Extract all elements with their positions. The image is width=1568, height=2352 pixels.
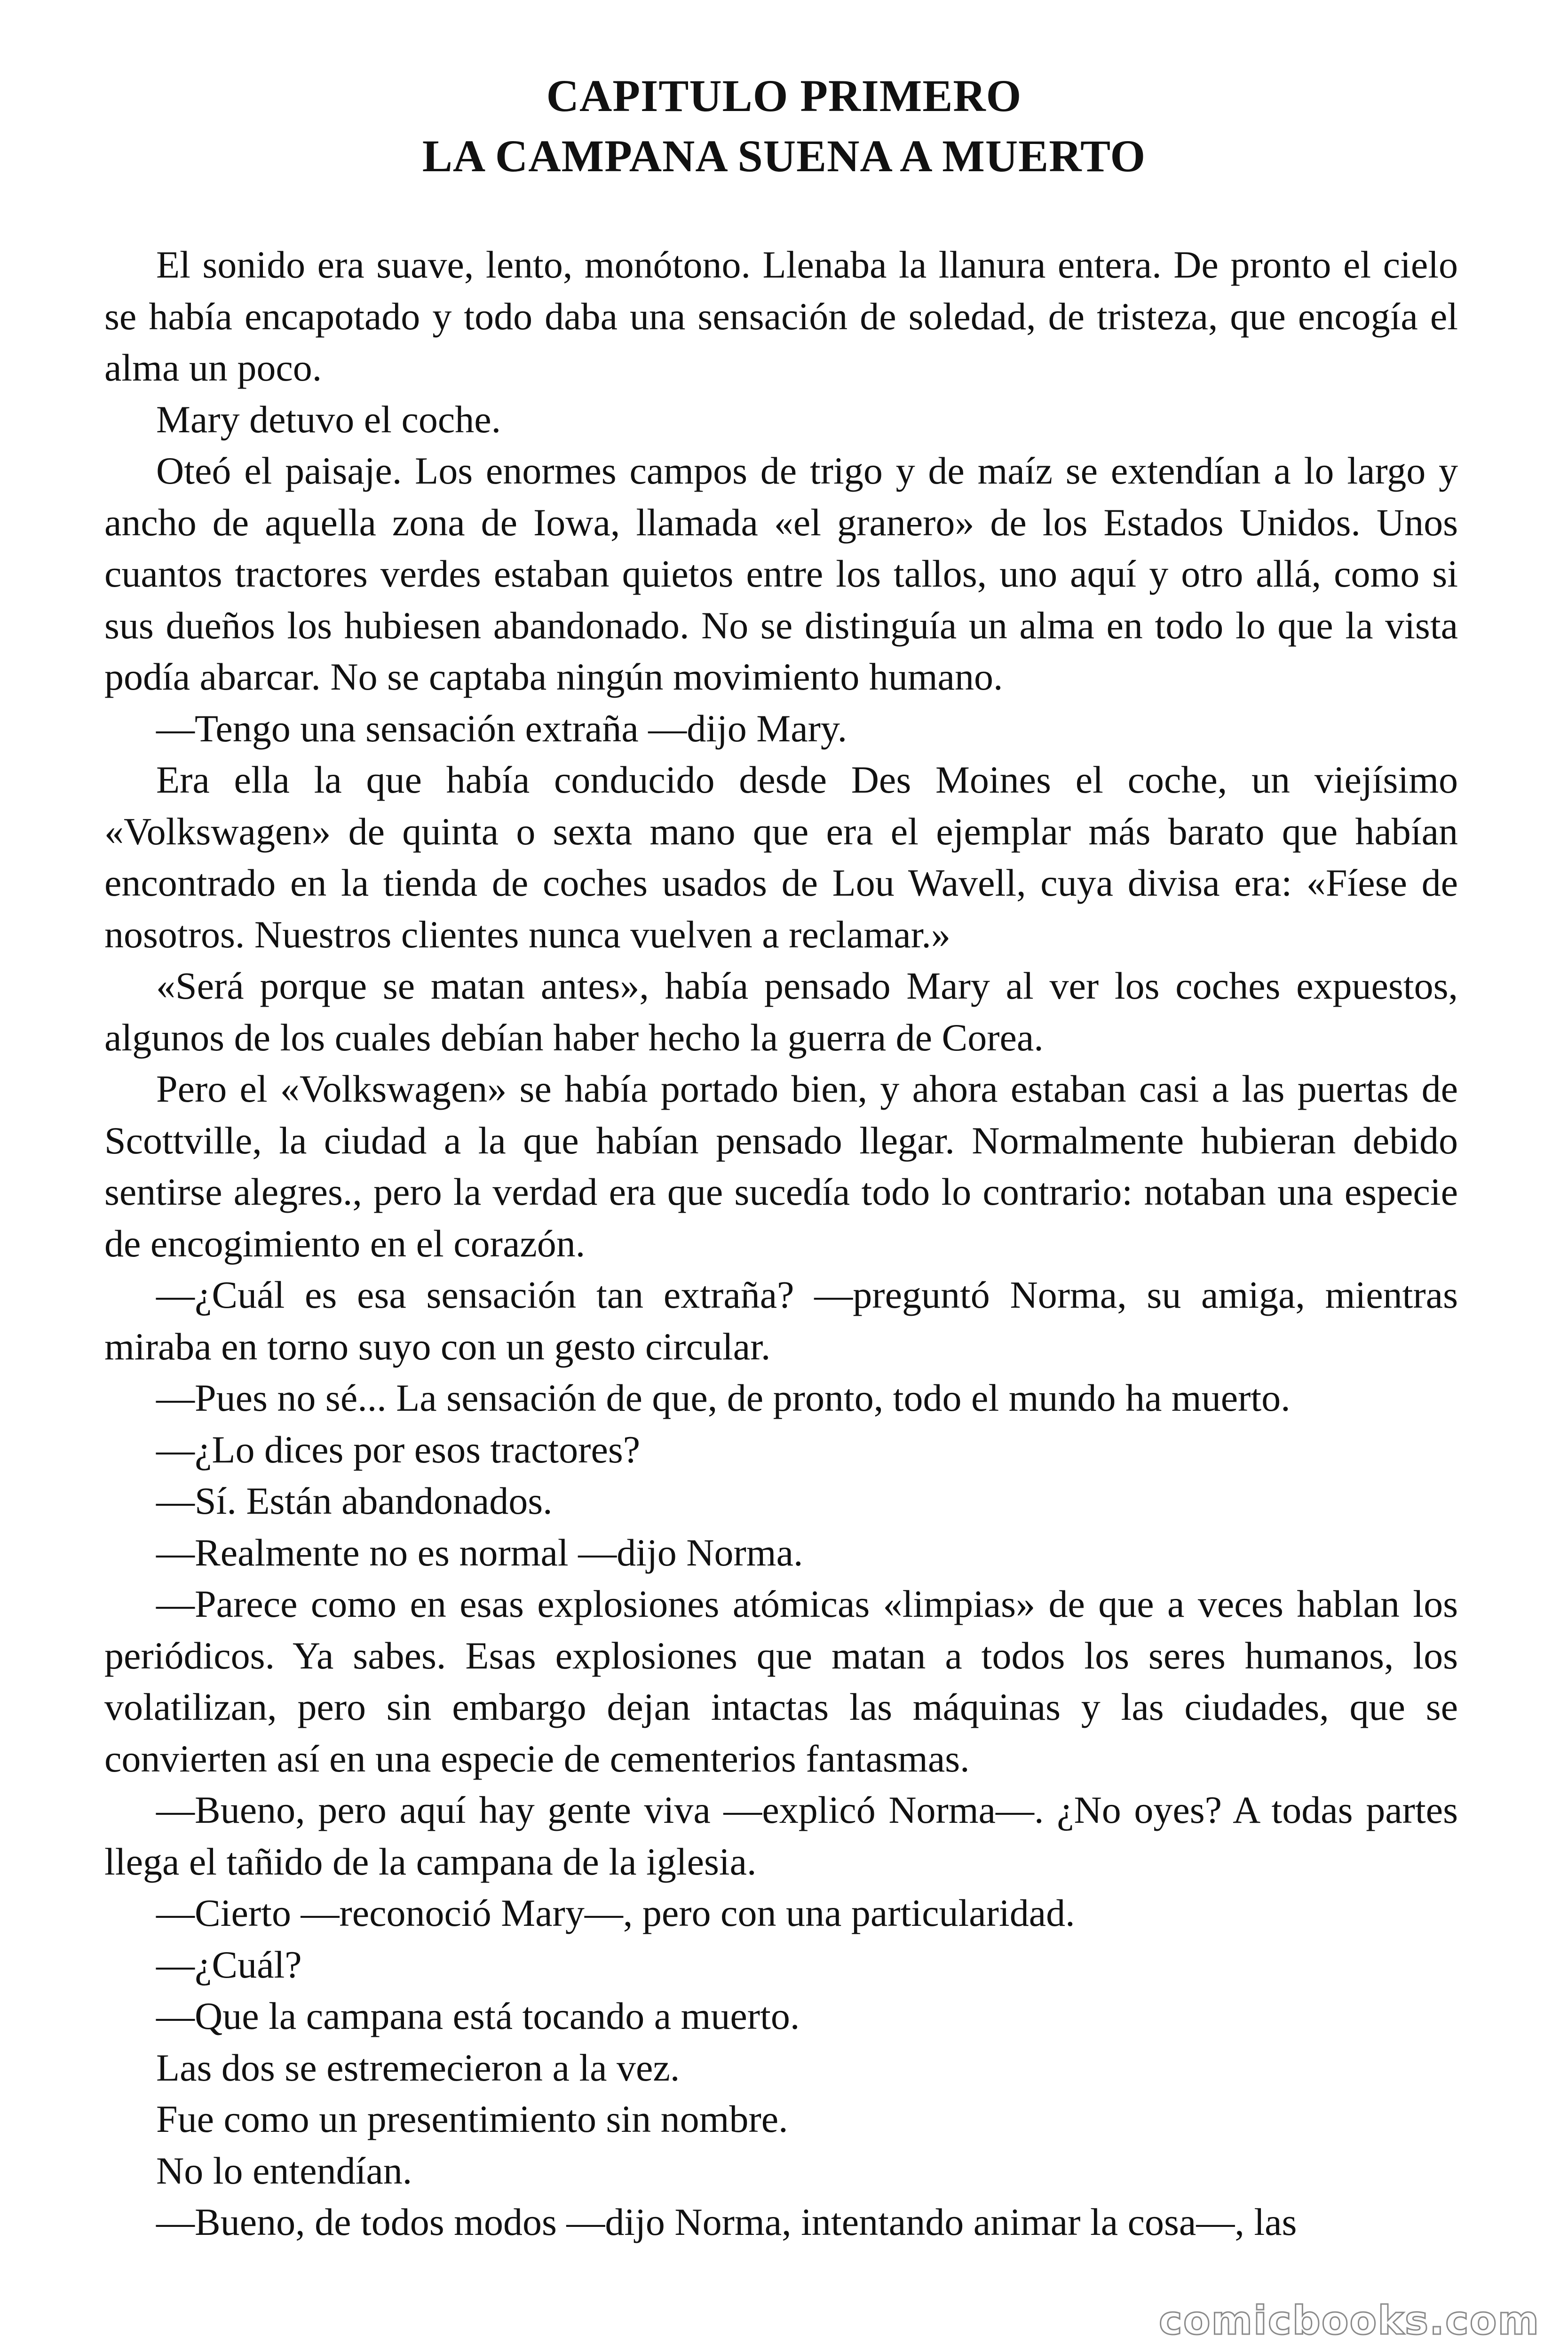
paragraph: Era ella la que había conducido desde Des Moines el coche, un viejísimo «Volkswagen» de quinta o sexta mano que era el ejemplar más barato que habían encontrado en la tienda de coches usados de Lou Wavell, cuya divisa era: «Fíese de nosotros. Nuestros clientes nunca vuelven a reclamar.» (104, 758, 1458, 956)
paragraph: —¿Lo dices por esos tractores? (156, 1428, 641, 1471)
paragraph: —Sí. Están abandonados. (156, 1479, 553, 1522)
paragraph: —Cierto —reconoció Mary—, pero con una particularidad. (156, 1891, 1075, 1934)
paragraph: El sonido era suave, lento, monótono. Llenaba la llanura entera. De pronto el cielo se había encapotado y todo daba una sensación de soledad, de tristeza, que encogía el alma un poco. (104, 243, 1458, 389)
paragraph: —Bueno, pero aquí hay gente viva —explicó Norma—. ¿No oyes? A todas partes llega el tañido de la campana de la iglesia. (104, 1788, 1458, 1883)
paragraph: Fue como un presentimiento sin nombre. (156, 2098, 788, 2140)
chapter-number: CAPITULO PRIMERO (546, 71, 1022, 121)
paragraph: Las dos se estremecieron a la vez. (156, 2046, 680, 2089)
paragraph: «Será porque se matan antes», había pensado Mary al ver los coches expuestos, algunos de los cuales debían haber hecho la guerra de Corea. (104, 964, 1458, 1059)
watermark-logo: comicbooks.com (1159, 2297, 1540, 2344)
paragraph: —Que la campana está tocando a muerto. (156, 1994, 800, 2037)
chapter-body (104, 239, 1458, 2248)
paragraph: —Parece como en esas explosiones atómicas «limpias» de que a veces hablan los periódicos. Ya sabes. Esas explosiones que matan a todos los seres humanos, los volatilizan, pero sin embargo dejan intactas las máquinas y las ciudades, que se convierten así en una especie de cementerios fantasmas. (104, 1582, 1458, 1780)
paragraph: Pero el «Volkswagen» se había portado bien, y ahora estaban casi a las puertas de Scottville, la ciudad a la que habían pensado llegar. Normalmente hubieran debido sentirse alegres., pero la verdad era que sucedía todo lo contrario: notaban una especie de encogimiento en el corazón. (104, 1067, 1458, 1265)
paragraph: —Tengo una sensación extraña —dijo Mary. (156, 707, 847, 750)
paragraph: —Pues no sé... La sensación de que, de pronto, todo el mundo ha muerto. (156, 1376, 1291, 1419)
chapter-title: LA CAMPANA SUENA A MUERTO (422, 131, 1146, 181)
paragraph: —¿Cuál es esa sensación tan extraña? —preguntó Norma, su amiga, mientras miraba en torno suyo con un gesto circular. (104, 1273, 1458, 1368)
chapter-heading (0, 66, 1568, 186)
paragraph: —¿Cuál? (156, 1943, 302, 1986)
paragraph: —Realmente no es normal —dijo Norma. (156, 1531, 803, 1574)
paragraph: Mary detuvo el coche. (156, 397, 501, 441)
paragraph: No lo entendían. (156, 2149, 412, 2192)
paragraph: Oteó el paisaje. Los enormes campos de trigo y de maíz se extendían a lo largo y ancho de aquella zona de Iowa, llamada «el granero» de los Estados Unidos. Unos cuantos tractores verdes estaban quietos entre los tallos, uno aquí y otro allá, como si sus dueños los hubiesen abandonado. No se distinguía un alma en todo lo que la vista podía abarcar. No se captaba ningún movimiento humano. (104, 449, 1458, 698)
paragraph: —Bueno, de todos modos —dijo Norma, intentando animar la cosa—, las (156, 2201, 1297, 2243)
